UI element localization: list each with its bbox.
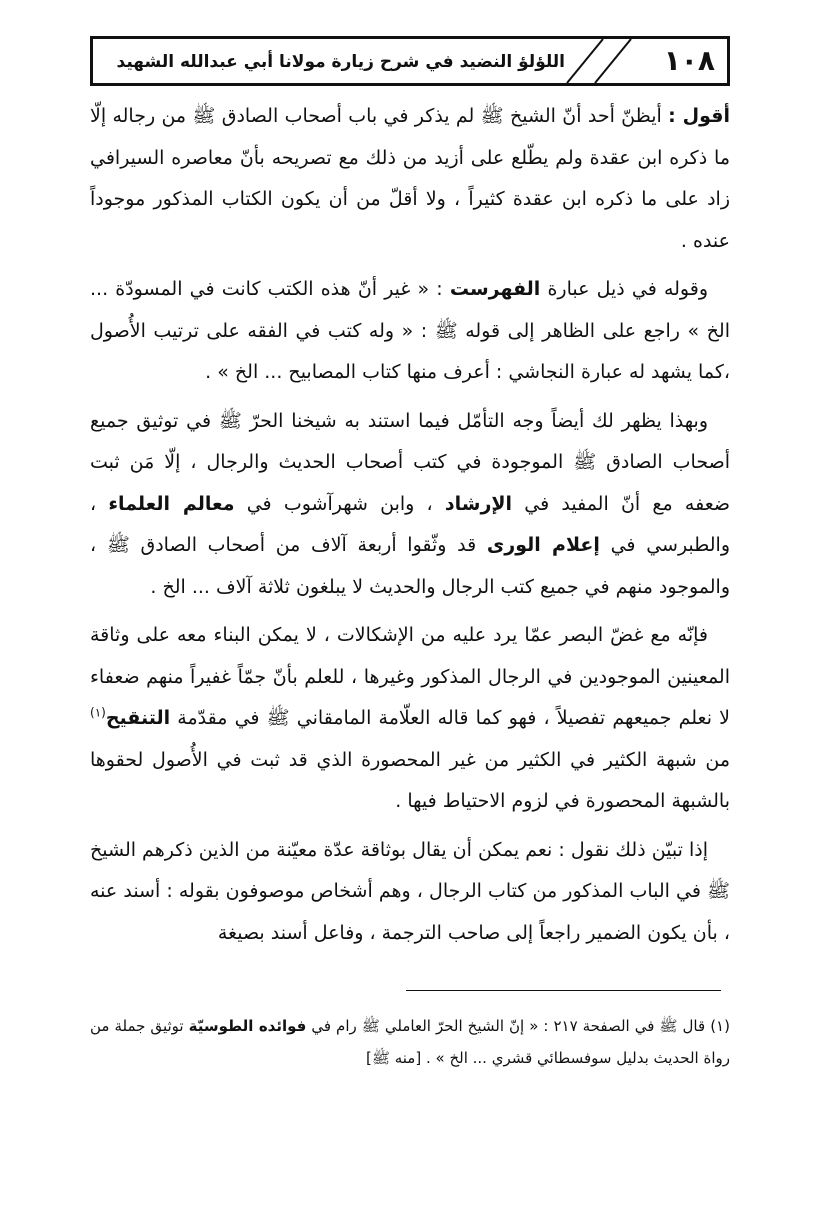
paragraph-1 <box>90 96 730 262</box>
main-text <box>90 96 730 961</box>
book-name: الفهرست <box>449 278 541 300</box>
book-name: التنقيح <box>105 707 171 729</box>
footnote-marker: (١) <box>710 1017 730 1035</box>
page-number: ١٠٨ <box>663 44 715 77</box>
paragraph-4: فإنّه مع غضّ البصر عمّا يرد عليه من الإشكالات ، لا يمكن البناء معه على وثاقة المعينين الموجودين في الرجال المذكور وغيرها ، للعلم بأنّ جمّاً غفيراً منهم ضعفاء لا نعلم جميعهم تفصيلاً ، فهو كما قاله العلّامة المامقاني ﷺ في مقدّمة التنقيح$^{(١)}$ من شبهة الكثير في الكثير من غير المحصورة الذي قد ثبت في الأُصول لحقوها بالشبهة المحصورة في لزوم الاحتياط فيها . <box>90 624 730 812</box>
book-name: معالم العلماء <box>108 492 235 515</box>
book-title: اللؤلؤ النضيد في شرح زيارة مولانا أبي عبدالله الشهيد <box>116 52 565 72</box>
paragraph-lead: أقول : <box>668 105 730 127</box>
paragraph-5: إذا تبيّن ذلك نقول : نعم يمكن أن يقال بوثاقة عدّة معيّنة من الذين ذكرهم الشيخ ﷺ في الباب المذكور من كتاب الرجال ، وهم أشخاص موصوفون بقوله : أسند عنه ، بأن يكون الضمير راجعاً إلى صاحب الترجمة ، وفاعل أسند بصيغة <box>90 838 730 944</box>
footnote-reference[interactable]: (١) <box>90 705 106 720</box>
book-name: إعلام الورى <box>486 534 600 556</box>
footnote-divider <box>406 990 721 991</box>
running-header <box>90 36 730 86</box>
header-diagonal-divider <box>565 39 641 83</box>
paragraph-2: وقوله في ذيل عبارة الفهرست : « غير أنّ هذه الكتب كانت في المسودّة ... الخ » راجع على الظاهر إلى قوله ﷺ : « وله كتب في الفقه على ترتيب الأُصول ،كما يشهد له عبارة النجاشي : أعرف منها كتاب المصابيح ... الخ » . <box>90 278 730 383</box>
paragraph-text: أيظنّ أحد أنّ الشيخ ﷺ لم يذكر في باب أصحاب الصادق ﷺ من رجاله إلّا ما ذكره ابن عقدة ولم يطّلع على أزيد من ذلك مع تصريحه بأنّ معاصره السيرافي زاد على ما ذكره ابن عقدة كثيراً ، ولا أقلّ من أن يكون الكتاب المذكور موجوداً عنده . <box>90 105 730 252</box>
footnote-source: [منه ﷺ] <box>366 1049 422 1067</box>
book-name: فوائده الطوسيّة <box>188 1017 307 1035</box>
paragraph-3: وبهذا يظهر لك أيضاً وجه التأمّل فيما استند به شيخنا الحرّ ﷺ في توثيق جميع أصحاب الصادق ﷺ الموجودة في كتب أصحاب الحديث والرجال ، إلّا مَن ثبت ضعفه مع أنّ المفيد في الإرشاد ، وابن شهرآشوب في معالم العلماء ، والطبرسي في إعلام الورى قد وثّقوا أربعة آلاف من أصحاب الصادق ﷺ ، والموجود منهم في جميع كتب الرجال والحديث لا يبلغون ثلاثة آلاف ... الخ . <box>90 409 730 598</box>
book-name: الإرشاد <box>444 492 513 515</box>
footnote: (١) قال ﷺ في الصفحة ٢١٧ : « إنّ الشيخ الحرّ العاملي ﷺ رام في فوائده الطوسيّة توثيق جملة من رواة الحديث بدليل سوفسطائي قشري ... الخ » . [منه ﷺ] <box>90 1017 730 1067</box>
